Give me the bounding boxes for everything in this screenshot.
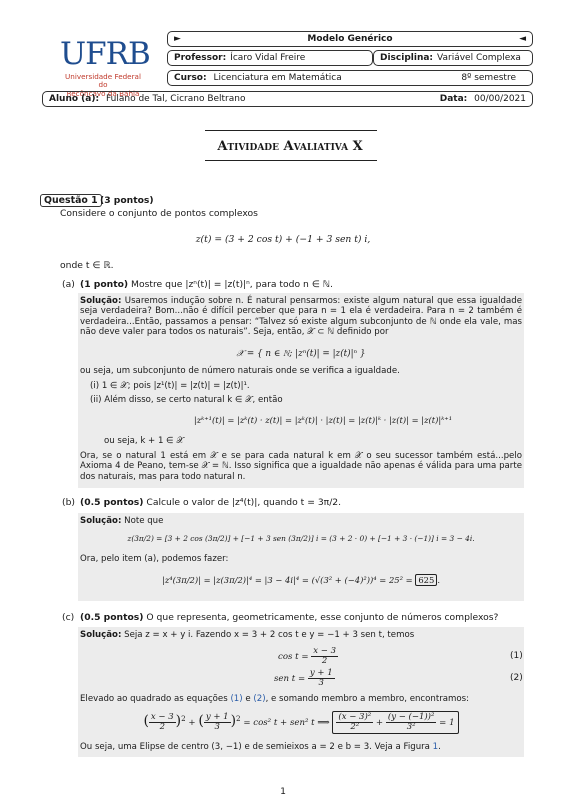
eq-ref-2[interactable]: (2) bbox=[253, 694, 266, 704]
title-rule-bottom bbox=[205, 160, 377, 161]
curso-name: Licenciatura em Matemática bbox=[213, 72, 342, 83]
logo-letters: UFRB bbox=[60, 36, 150, 72]
induction-conclusion: ou seja, k + 1 ∈ 𝒳 bbox=[104, 436, 184, 446]
part-c-eq1: cos t = $\frac{x - 3}{2}$ bbox=[278, 646, 336, 666]
model-label: Modelo Genérico bbox=[307, 33, 393, 44]
disciplina-name: Variável Complexa bbox=[437, 52, 521, 63]
eq-tag-2: (2) bbox=[510, 673, 523, 683]
part-c-eq2: sen t = $\frac{y + 1}{3}$ bbox=[274, 668, 333, 688]
disciplina-box: Disciplina: Variável Complexa bbox=[373, 50, 533, 66]
part-a-sol-p1: Usaremos indução sobre n. É natural pensarmos: existe algum natural que essa igualdade seja verdadeira? Bom...não é difícil perceber que para n = 1 ela é verdadeira. Para n = 2 também é verdadeira...Então, passamos a pensar: “Talvez só existe algum subconjunto de ℕ onde ela vale, mas não deve valer para todos os naturais”. Seja, então, 𝒳 ⊂ ℕ definido por bbox=[80, 296, 522, 337]
part-c-statement: (0.5 pontos) O que representa, geometricamente, esse conjunto de números complexos? bbox=[80, 612, 499, 623]
part-a-item-ii: (ii) Além disso, se certo natural k ∈ 𝒳, então bbox=[90, 395, 283, 405]
part-b-statement: (0.5 pontos) Calcule o valor de |z⁴(t)|, quando t = 3π/2. bbox=[80, 497, 342, 508]
part-c-sol-mid: Elevado ao quadrado as equações (1) e (2), e somando membro a membro, encontramos: bbox=[80, 694, 470, 704]
curso-box: Curso: Licenciatura em Matemática 8º semestre bbox=[167, 70, 533, 86]
part-c-solution: Solução: Seja z = x + y i. Fazendo x = 3 + 2 cos t e y = −1 + 3 sen t, temos cos t = $\frac{x - 3}{2}$ (1) sen t = $\frac{y + 1}{3}$ (2) Elevado ao quadrado as equações (1) e (2), e somando membro a membro, encontramos: ( $\frac{x - 3}{2}$ )$^2$ + ( $\frac{y + 1}{3}$ )$^2$ = cos² t + sen² t ⟹ $\frac{\text{(x − 3)²}}{\text{2²}}$ + $\frac{\text{(y − (−1))²}}{\text{3²}}$ = 1 Ou seja, uma Elipse de centro (3, −1) e de semieixos a = 2 e b = 3. Veja a Figura 1. bbox=[78, 627, 524, 757]
title-rule-top bbox=[205, 130, 377, 131]
part-c-sol-end: Ou seja, uma Elipse de centro (3, −1) e de semieixos a = 2 e b = 3. Veja a Figura 1. bbox=[80, 742, 441, 752]
part-c-eq3: ( $\frac{x - 3}{2}$ )$^2$ + ( $\frac{y + 1}{3}$ )$^2$ = cos² t + sen² t ⟹ $\frac{\text{(x − 3)²}}{\text{2²}}$ + $\frac{\text{(y − (−1))²}}{\text{3²}}$ = 1 bbox=[78, 711, 524, 734]
university-logo bbox=[60, 36, 150, 98]
arrow-left-icon: ◄ bbox=[519, 33, 526, 44]
part-a-item-i: (i) 1 ∈ 𝒳; pois |z¹(t)| = |z(t)| = |z(t)|¹. bbox=[90, 381, 250, 391]
induction-equation: |zᵏ⁺¹(t)| = |zᵏ(t) · z(t)| = |zᵏ(t)| · |z(t)| = |z(t)|ᵏ · |z(t)| = |z(t)|ᵏ⁺¹ bbox=[193, 415, 453, 425]
part-b-eq2: |z⁴(3π/2)| = |z(3π/2)|⁴ = |3 − 4i|⁴ = (√(3² + (−4)²))⁴ = 25² = 625 . bbox=[162, 575, 440, 585]
ellipse-equation-box: $\frac{\text{(x − 3)²}}{\text{2²}}$ + $\frac{\text{(y − (−1))²}}{\text{3²}}$ = 1 bbox=[332, 711, 458, 734]
model-box bbox=[167, 31, 533, 47]
arrow-right-icon: ► bbox=[174, 33, 181, 44]
eq-ref-1[interactable]: (1) bbox=[230, 694, 243, 704]
part-a-solution: Solução: Usaremos indução sobre n. É natural pensarmos: existe algum natural que essa igualdade seja verdadeira? Bom...não é difícil perceber que para n = 1 ela é verdadeira. Para n = 2 também é verdadeira...Então, passamos a pensar: “Talvez só existe algum subconjunto de ℕ onde ela vale, mas não deve valer para todos os naturais”. Seja, então, 𝒳 ⊂ ℕ definido por 𝒳 = { n ∈ ℕ; |zⁿ(t)| = |z(t)|ⁿ } ou seja, um subconjunto de número naturais onde se verifica a igualdade. (i) 1 ∈ 𝒳; pois |z¹(t)| = |z(t)| = |z(t)|¹. (ii) Além disso, se certo natural k ∈ 𝒳, então |zᵏ⁺¹(t)| = |zᵏ(t) · z(t)| = |zᵏ(t)| · |z(t)| = |z(t)|ᵏ · |z(t)| = |z(t)|ᵏ⁺¹ ou seja, k + 1 ∈ 𝒳 Ora, se o natural 1 está em 𝒳 e se para cada natural k em 𝒳 o seu sucessor também está...pelo Axioma 4 de Peano, tem-se 𝒳 = ℕ. Isso significa que a igualdade não apenas é válida para uma parte dos naturais, mas para todo natural n. bbox=[78, 293, 524, 488]
page-title: Atividade Avaliativa X bbox=[217, 139, 363, 154]
question-intro: Considere o conjunto de pontos complexos bbox=[60, 208, 258, 219]
part-b-eq1: z(3π/2) = [3 + 2 cos (3π/2)] + [−1 + 3 sen (3π/2)] i = (3 + 2 · 0) + [−1 + 3 · (−1)] i = 3 − 4i. bbox=[127, 534, 475, 543]
professor-name: Ícaro Vidal Freire bbox=[230, 52, 306, 63]
part-b-marker: (b) bbox=[62, 497, 76, 508]
part-b-solution: Solução: Note que z(3π/2) = [3 + 2 cos (3π/2)] + [−1 + 3 sen (3π/2)] i = (3 + 2 · 0) + [−1 + 3 · (−1)] i = 3 − 4i. Ora, pelo item (a), podemos fazer: |z⁴(3π/2)| = |z(3π/2)|⁴ = |3 − 4i|⁴ = (√(3² + (−4)²))⁴ = 25² = 625 . bbox=[78, 513, 524, 601]
aluno-name: Fulano de Tal, Cicrano Beltrano bbox=[105, 93, 246, 104]
professor-box: Professor: Ícaro Vidal Freire bbox=[167, 50, 373, 66]
question-domain: onde t ∈ ℝ. bbox=[60, 260, 114, 271]
question-points: (3 pontos) bbox=[100, 195, 154, 206]
part-a-sol-p3: Ora, se o natural 1 está em 𝒳 e se para cada natural k em 𝒳 o seu sucessor também está...pelo Axioma 4 de Peano, tem-se 𝒳 = ℕ. Isso significa que a igualdade não apenas é válida para uma parte dos naturais, mas para todo natural n. bbox=[80, 451, 522, 482]
page-number: 1 bbox=[280, 786, 286, 797]
part-a-statement: (1 ponto) Mostre que |zⁿ(t)| = |z(t)|ⁿ, para todo n ∈ ℕ. bbox=[80, 279, 333, 290]
data-value: 00/00/2021 bbox=[474, 93, 526, 104]
figure-ref[interactable]: 1 bbox=[432, 742, 439, 752]
logo-subtitle: Universidade Federal do Recôncavo da Bahia bbox=[65, 72, 141, 98]
main-equation: z(t) = (3 + 2 cos t) + (−1 + 3 sen t) i, bbox=[195, 234, 371, 245]
part-c-marker: (c) bbox=[62, 612, 75, 623]
question-label: Questão 1 bbox=[40, 194, 102, 207]
part-a-marker: (a) bbox=[62, 279, 75, 290]
semestre: 8º semestre bbox=[461, 72, 516, 83]
answer-box: 625 bbox=[415, 574, 437, 586]
part-b-sol-mid: Ora, pelo item (a), podemos fazer: bbox=[80, 554, 229, 564]
aluno-box: Aluno (a): Fulano de Tal, Cicrano Beltrano Data: 00/00/2021 bbox=[42, 91, 533, 107]
set-equation: 𝒳 = { n ∈ ℕ; |zⁿ(t)| = |z(t)|ⁿ } bbox=[236, 349, 366, 359]
eq-tag-1: (1) bbox=[510, 651, 523, 661]
part-a-sol-p2: ou seja, um subconjunto de número naturais onde se verifica a igualdade. bbox=[80, 366, 400, 376]
